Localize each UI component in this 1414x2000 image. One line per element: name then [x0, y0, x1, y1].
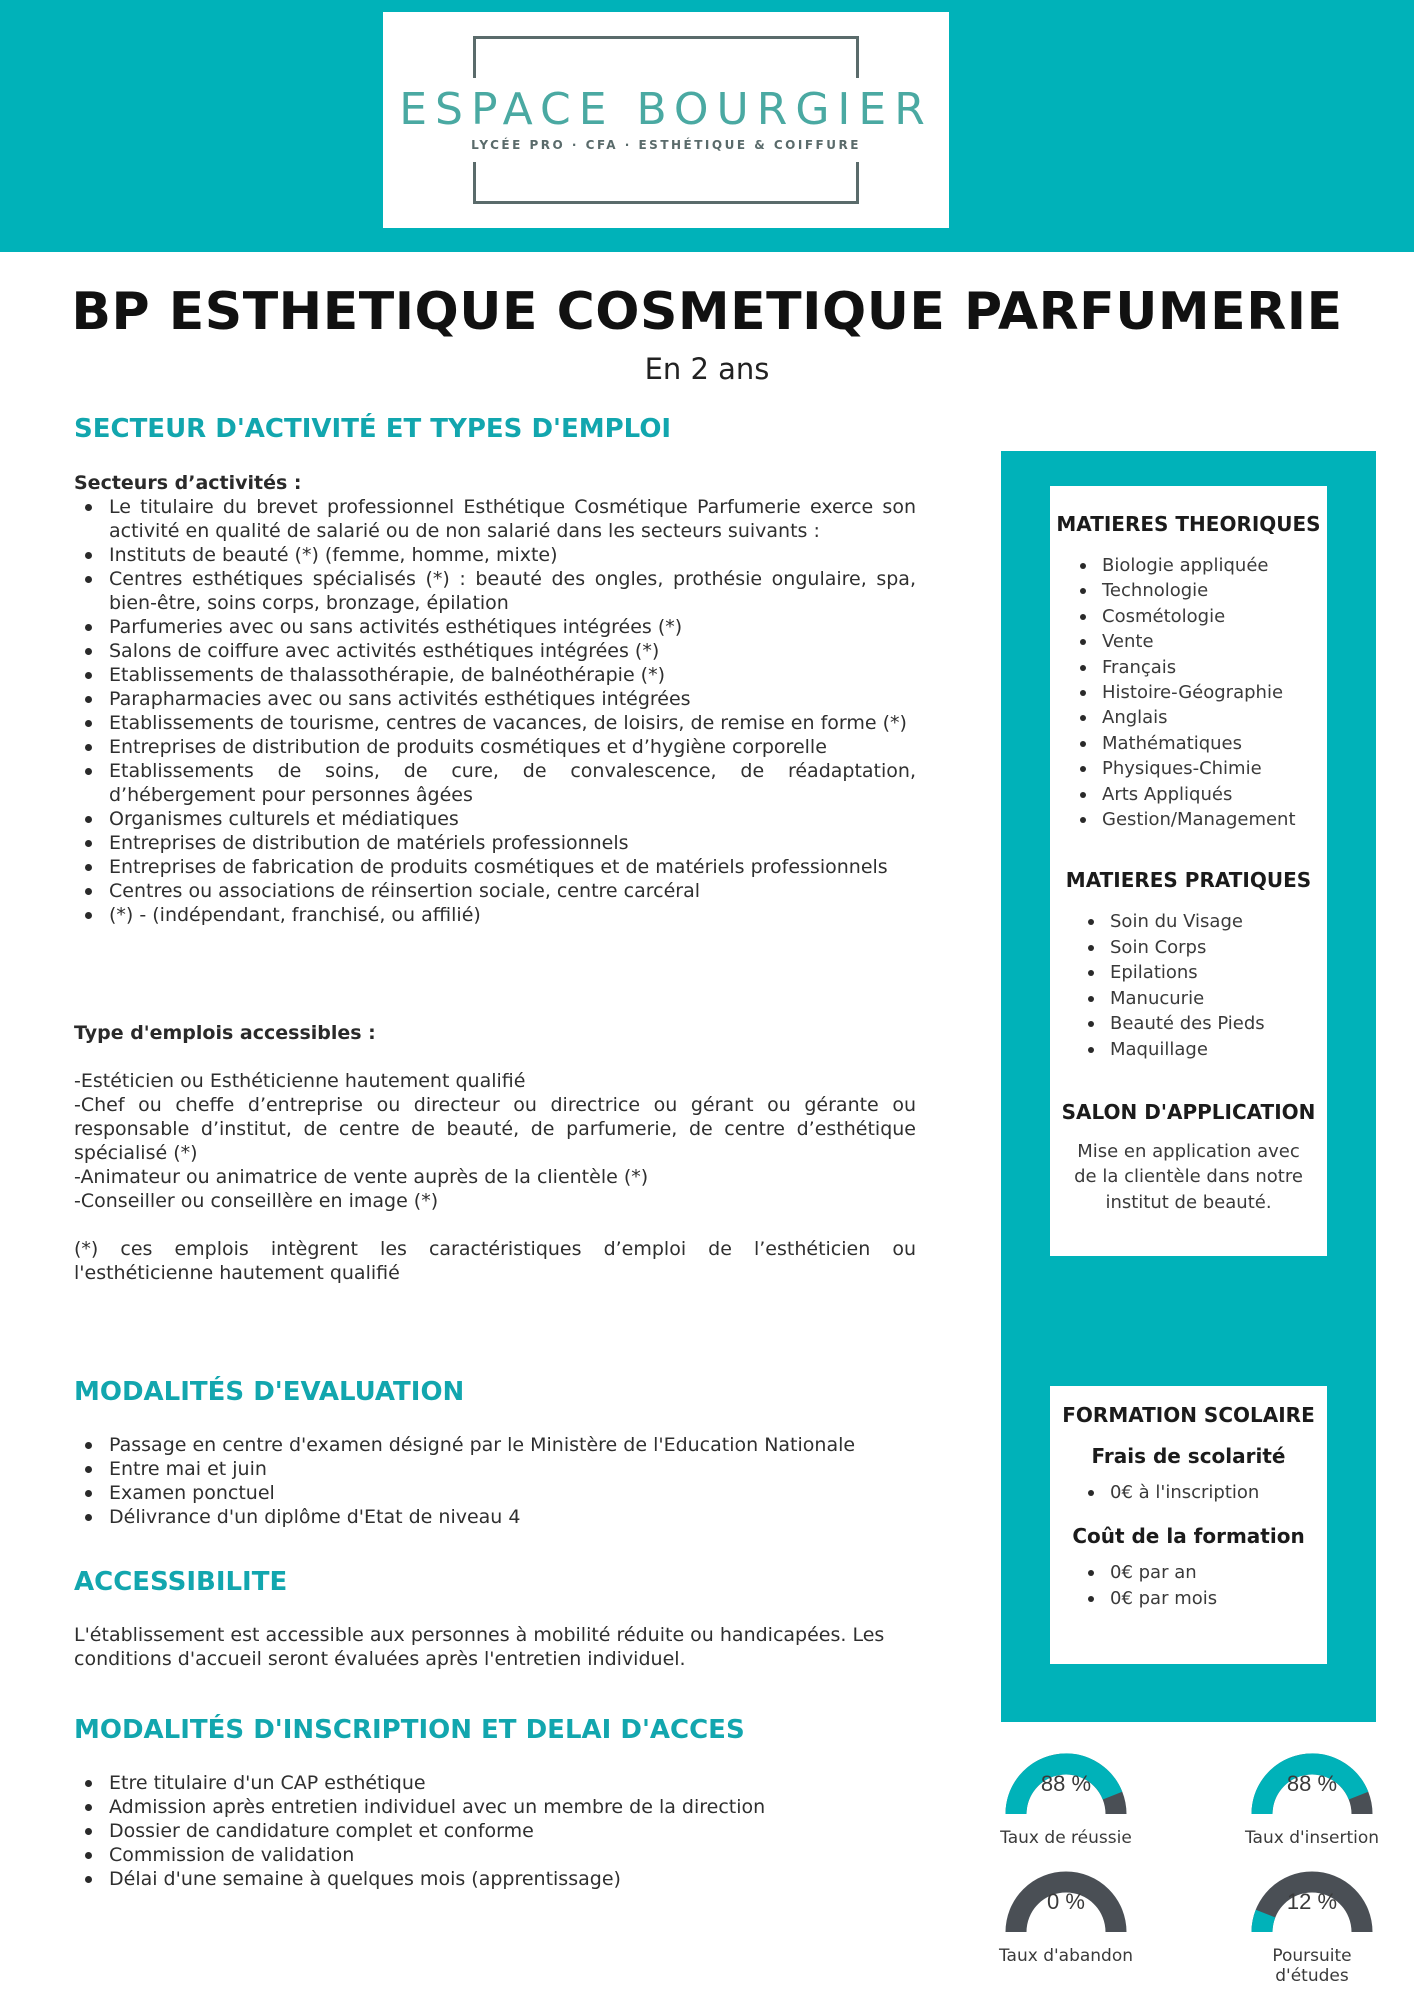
- list-item: Admission après entretien individuel avec un membre de la direction: [74, 1795, 916, 1819]
- list-item: Le titulaire du brevet professionnel Esthétique Cosmétique Parfumerie exerce son activité en qualité de salarié ou de non salarié dans les secteurs suivants :: [74, 495, 916, 543]
- logo-subtitle: LYCÉE PRO · CFA · ESTHÉTIQUE & COIFFURE: [471, 138, 861, 152]
- list-item: Centres esthétiques spécialisés (*) : beauté des ongles, prothésie ongulaire, spa, bien-être, soins corps, bronzage, épilation: [74, 567, 916, 615]
- list-item: Anglais: [1072, 705, 1327, 730]
- gauge-insertion-rate: [1237, 1740, 1387, 1848]
- gauge-graphic: [1237, 1858, 1387, 1938]
- logo-title: ESPACE BOURGIER: [399, 84, 933, 135]
- gauge-value: 88 %: [1286, 1771, 1338, 1796]
- list-item: Instituts de beauté (*) (femme, homme, mixte): [74, 543, 916, 567]
- list-item: 0€ à l'inscription: [1080, 1480, 1327, 1505]
- gauge-value: 88 %: [1040, 1771, 1092, 1796]
- list-item: Etablissements de soins, de cure, de convalescence, de réadaptation, d’hébergement pour personnes âgées: [74, 759, 916, 807]
- gauge-graphic: [991, 1858, 1141, 1938]
- list-item: Maquillage: [1080, 1037, 1327, 1062]
- list-item: Entreprises de distribution de matériels professionnels: [74, 831, 916, 855]
- gauge-label: Taux d'insertion: [1244, 1828, 1380, 1848]
- list-item: Centres ou associations de réinsertion sociale, centre carcéral: [74, 879, 916, 903]
- sector-list: [74, 495, 916, 927]
- list-item: Passage en centre d'examen désigné par le Ministère de l'Education Nationale: [74, 1433, 916, 1457]
- list-item: Entre mai et juin: [74, 1457, 916, 1481]
- job-line: -Chef ou cheffe d’entreprise ou directeur ou directrice ou gérant ou gérante ou responsable d’institut, de centre de beauté, de parfumerie, de centre d’esthétique spécialisé (*): [74, 1094, 916, 1164]
- list-item: Soin du Visage: [1080, 909, 1327, 934]
- tuition-list: [1080, 1480, 1327, 1505]
- list-item: Epilations: [1080, 960, 1327, 985]
- sector-heading: SECTEUR D'ACTIVITÉ ET TYPES D'EMPLOI: [74, 414, 672, 444]
- gauge-label: Taux de réussie: [1000, 1828, 1132, 1848]
- list-item: Vente: [1072, 629, 1327, 654]
- sector-label: Secteurs d’activités :: [74, 472, 302, 494]
- list-item: Biologie appliquée: [1072, 553, 1327, 578]
- accessibility-text: L'établissement est accessible aux personnes à mobilité réduite ou handicapées. Les conditions d'accueil seront évaluées après l'entretien individuel.: [74, 1624, 885, 1670]
- list-item: Technologie: [1072, 578, 1327, 603]
- list-item: Délivrance d'un diplôme d'Etat de niveau 4: [74, 1505, 916, 1529]
- theory-heading: MATIERES THEORIQUES: [1056, 512, 1321, 536]
- list-item: 0€ par an: [1080, 1560, 1327, 1585]
- gauge-value: 12 %: [1286, 1889, 1338, 1914]
- list-item: Entreprises de distribution de produits cosmétiques et d’hygiène corporelle: [74, 735, 916, 759]
- accessibility-heading: ACCESSIBILITE: [74, 1567, 288, 1597]
- list-item: Commission de validation: [74, 1843, 916, 1867]
- list-item: Organismes culturels et médiatiques: [74, 807, 916, 831]
- list-item: 0€ par mois: [1080, 1586, 1327, 1611]
- logo: [383, 12, 949, 228]
- list-item: Cosmétologie: [1072, 604, 1327, 629]
- list-item: Etablissements de thalassothérapie, de balnéothérapie (*): [74, 663, 916, 687]
- subjects-card: [1050, 486, 1327, 1256]
- fees-card: [1050, 1386, 1327, 1664]
- fees-heading: FORMATION SCOLAIRE: [1062, 1403, 1315, 1427]
- list-item: Arts Appliqués: [1072, 782, 1327, 807]
- jobs-section: [74, 1021, 916, 1285]
- duration: En 2 ans: [644, 352, 770, 386]
- list-item: Examen ponctuel: [74, 1481, 916, 1505]
- list-item: Salons de coiffure avec activités esthétiques intégrées (*): [74, 639, 916, 663]
- list-item: Parapharmacies avec ou sans activités esthétiques intégrées: [74, 687, 916, 711]
- registration-list: [74, 1771, 916, 1891]
- tuition-heading: Frais de scolarité: [1091, 1444, 1286, 1468]
- gauge-further-studies: [1237, 1858, 1387, 1986]
- gauge-graphic: [991, 1740, 1141, 1820]
- sector-section: [74, 471, 916, 927]
- job-line: -Animateur ou animatrice de vente auprès de la clientèle (*): [74, 1166, 649, 1188]
- list-item: Entreprises de fabrication de produits cosmétiques et de matériels professionnels: [74, 855, 916, 879]
- logo-frame-top: [473, 36, 859, 78]
- header-band: [0, 0, 1414, 252]
- list-item: Soin Corps: [1080, 935, 1327, 960]
- evaluation-list: [74, 1433, 916, 1529]
- job-line: -Estéticien ou Esthéticienne hautement qualifié: [74, 1070, 526, 1092]
- list-item: Histoire-Géographie: [1072, 680, 1327, 705]
- list-item: Manucurie: [1080, 986, 1327, 1011]
- evaluation-heading: MODALITÉS D'EVALUATION: [74, 1377, 465, 1407]
- list-item: Physiques-Chimie: [1072, 756, 1327, 781]
- list-item: Gestion/Management: [1072, 807, 1327, 832]
- list-item: Etre titulaire d'un CAP esthétique: [74, 1771, 916, 1795]
- practice-heading: MATIERES PRATIQUES: [1065, 868, 1312, 893]
- gauge-label: Taux d'abandon: [998, 1946, 1134, 1966]
- gauge-dropout-rate: [991, 1858, 1141, 1966]
- jobs-note: (*) ces emplois intègrent les caractéristiques d’emploi de l’esthéticien ou l'esthéticienne hautement qualifié: [74, 1238, 916, 1284]
- salon-text: Mise en application avec de la clientèle dans notre institut de beauté.: [1074, 1140, 1303, 1213]
- registration-heading: MODALITÉS D'INSCRIPTION ET DELAI D'ACCES: [74, 1715, 745, 1745]
- theory-list: [1072, 553, 1327, 832]
- list-item: Délai d'une semaine à quelques mois (apprentissage): [74, 1867, 916, 1891]
- page-title: BP ESTHETIQUE COSMETIQUE PARFUMERIE: [71, 282, 1343, 342]
- registration-section: [74, 1771, 916, 1891]
- list-item: Beauté des Pieds: [1080, 1011, 1327, 1036]
- list-item: Parfumeries avec ou sans activités esthétiques intégrées (*): [74, 615, 916, 639]
- cost-heading: Coût de la formation: [1072, 1524, 1305, 1549]
- practice-list: [1080, 909, 1327, 1061]
- gauge-success-rate: [991, 1740, 1141, 1848]
- cost-list: [1080, 1560, 1327, 1611]
- logo-frame-bottom: [473, 162, 859, 204]
- salon-heading: SALON D'APPLICATION: [1061, 1099, 1316, 1124]
- evaluation-section: [74, 1433, 916, 1529]
- list-item: (*) - (indépendant, franchisé, ou affilié): [74, 903, 916, 927]
- list-item: Dossier de candidature complet et conforme: [74, 1819, 916, 1843]
- gauge-label: Poursuite d'études: [1272, 1946, 1352, 1986]
- jobs-label: Type d'emplois accessibles :: [74, 1022, 376, 1044]
- gauge-graphic: [1237, 1740, 1387, 1820]
- list-item: Etablissements de tourisme, centres de vacances, de loisirs, de remise en forme (*): [74, 711, 916, 735]
- list-item: Mathématiques: [1072, 731, 1327, 756]
- list-item: Français: [1072, 655, 1327, 680]
- gauge-fill: [1262, 1914, 1266, 1932]
- gauge-value: 0 %: [1047, 1889, 1085, 1914]
- job-line: -Conseiller ou conseillère en image (*): [74, 1190, 439, 1212]
